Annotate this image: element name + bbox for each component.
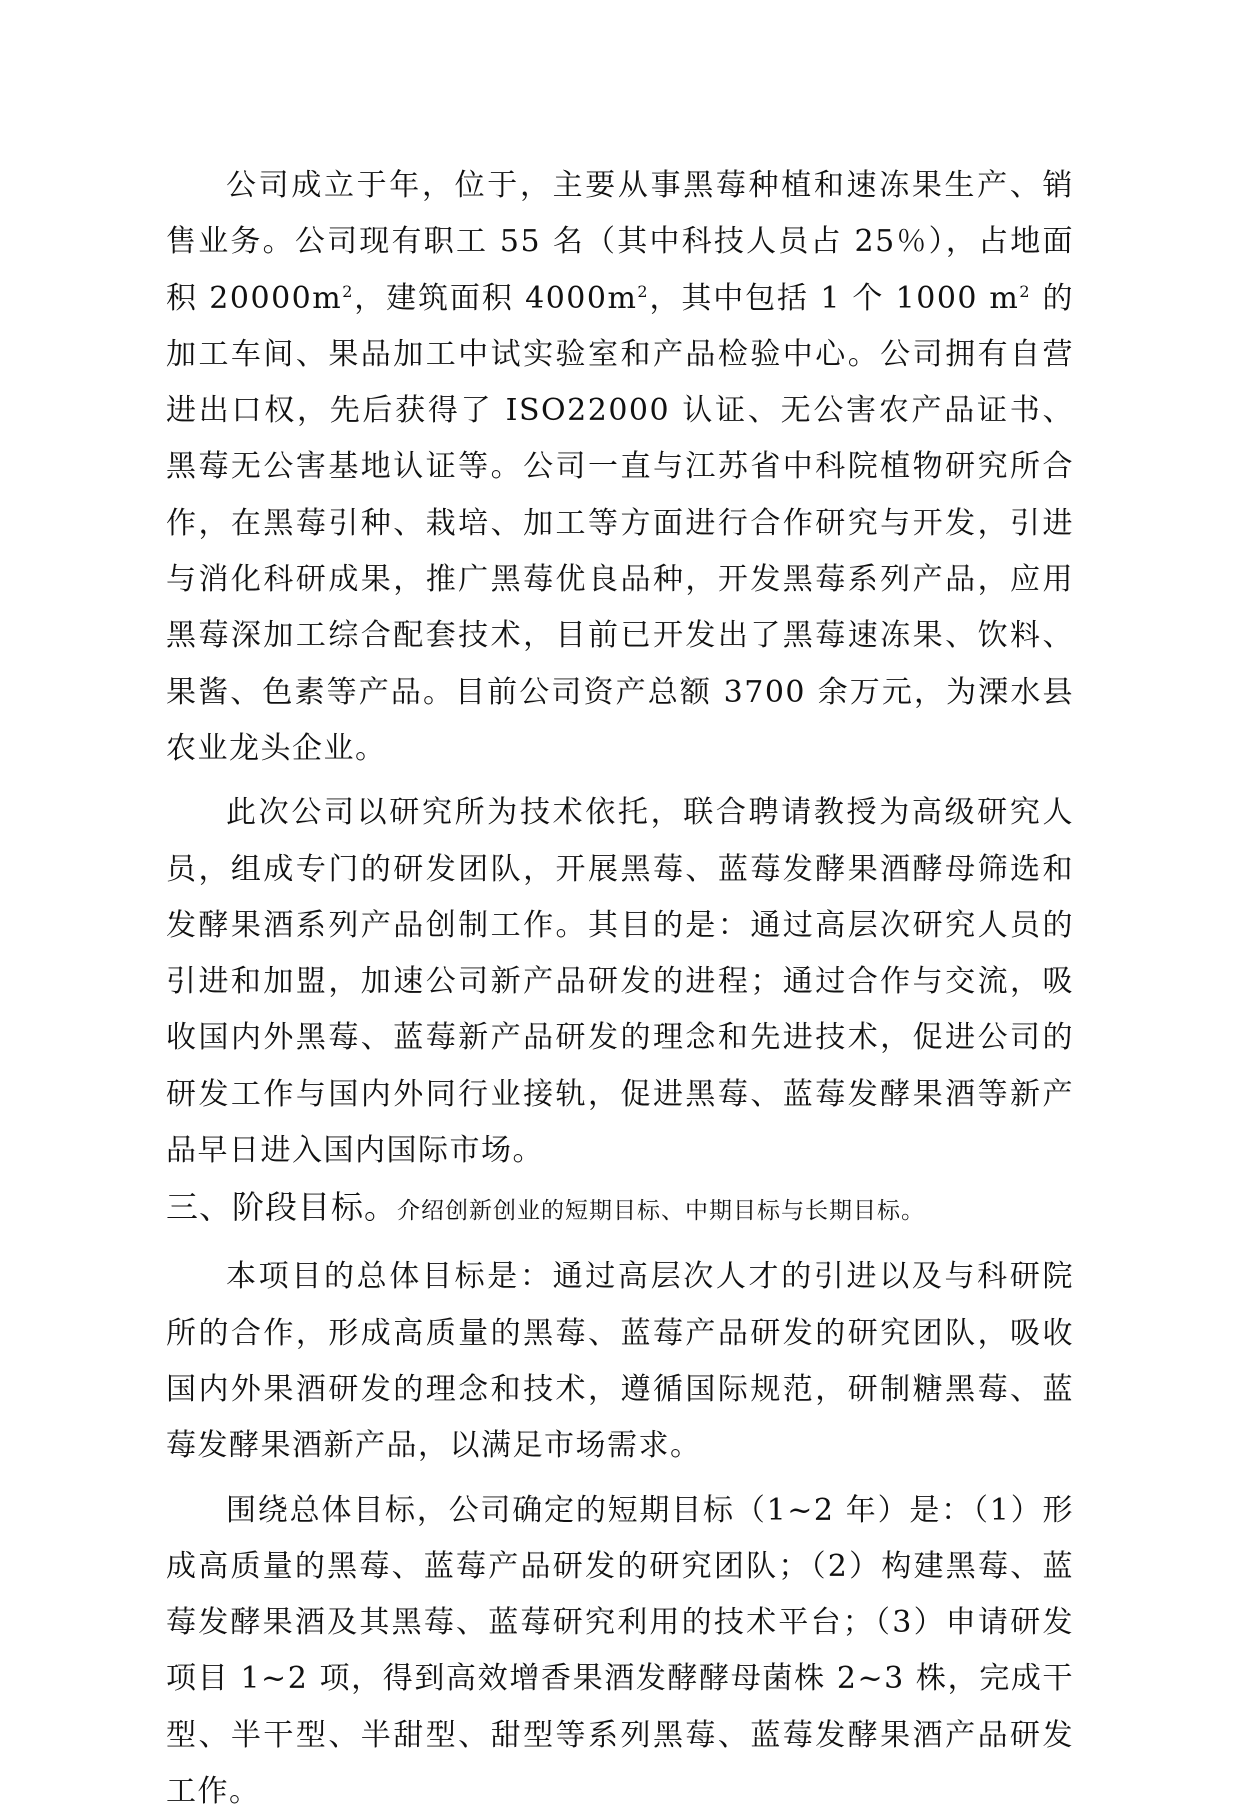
section-description: 介绍创新创业的短期目标、中期目标与长期目标。 — [397, 1198, 926, 1225]
section-heading — [166, 1179, 1074, 1241]
section-title: 三、阶段目标。 — [166, 1188, 398, 1227]
intro-text-part2: ，建筑面积 4000m — [353, 280, 638, 316]
intro-text-part3: ，其中包括 1 个 1000 m — [649, 280, 1020, 316]
company-intro-paragraph — [166, 158, 1074, 777]
overall-goal-paragraph: 本项目的总体目标是：通过高层次人才的引进以及与科研院所的合作，形成高质量的黑莓、蓝莓产品研发的研究团队，吸收国内外果酒研发的理念和技术，遵循国际规范，研制糖黑莓、蓝莓发酵果酒新产品，以满足市场需求。 — [166, 1259, 1074, 1464]
intro-text-part4: 的加工车间、果品加工中试实验室和产品检验中心。公司拥有自营进出口权，先后获得了 ISO22000 认证、无公害农产品证书、黑莓无公害基地认证等。公司一直与江苏省中科院植物研究所合作，在黑莓引种、栽培、加工等方面进行合作研究与开发，引进与消化科研成果，推广黑莓优良品种，开发黑莓系列产品，应用黑莓深加工综合配套技术，目前已开发出了黑莓速冻果、饮料、果酱、色素等产品。目前公司资产总额 3700 余万元，为溧水县农业龙头企业。 — [166, 280, 1074, 766]
document-page — [166, 158, 1074, 1820]
team-purpose-paragraph: 此次公司以研究所为技术依托，联合聘请教授为高级研究人员，组成专门的研发团队，开展黑莓、蓝莓发酵果酒酵母筛选和发酵果酒系列产品创制工作。其目的是：通过高层次研究人员的引进和加盟，加速公司新产品研发的进程；通过合作与交流，吸收国内外黑莓、蓝莓新产品研发的理念和先进技术，促进公司的研发工作与国内外同行业接轨，促进黑莓、蓝莓发酵果酒等新产品早日进入国内国际市场。 — [166, 795, 1074, 1169]
superscript-2: 2 — [342, 281, 354, 301]
superscript-2: 2 — [637, 281, 650, 301]
intro-text-part1: 公司成立于年，位于，主要从事黑莓种植和速冻果生产、销售业务。公司现有职工 55 名（其中科技人员占 25％），占地面积 20000m — [166, 168, 1074, 316]
superscript-2: 2 — [1019, 281, 1032, 301]
short-term-goal-paragraph: 围绕总体目标，公司确定的短期目标（1~2 年）是：（1）形成高质量的黑莓、蓝莓产品研发的研究团队；（2）构建黑莓、蓝莓发酵果酒及其黑莓、蓝莓研究利用的技术平台；（3）申请研发项目 1~2 项，得到高效增香果酒发酵酵母菌株 2~3 株，完成干型、半干型、半甜型、甜型等系列黑莓、蓝莓发酵果酒产品研发工作。 — [166, 1492, 1074, 1810]
